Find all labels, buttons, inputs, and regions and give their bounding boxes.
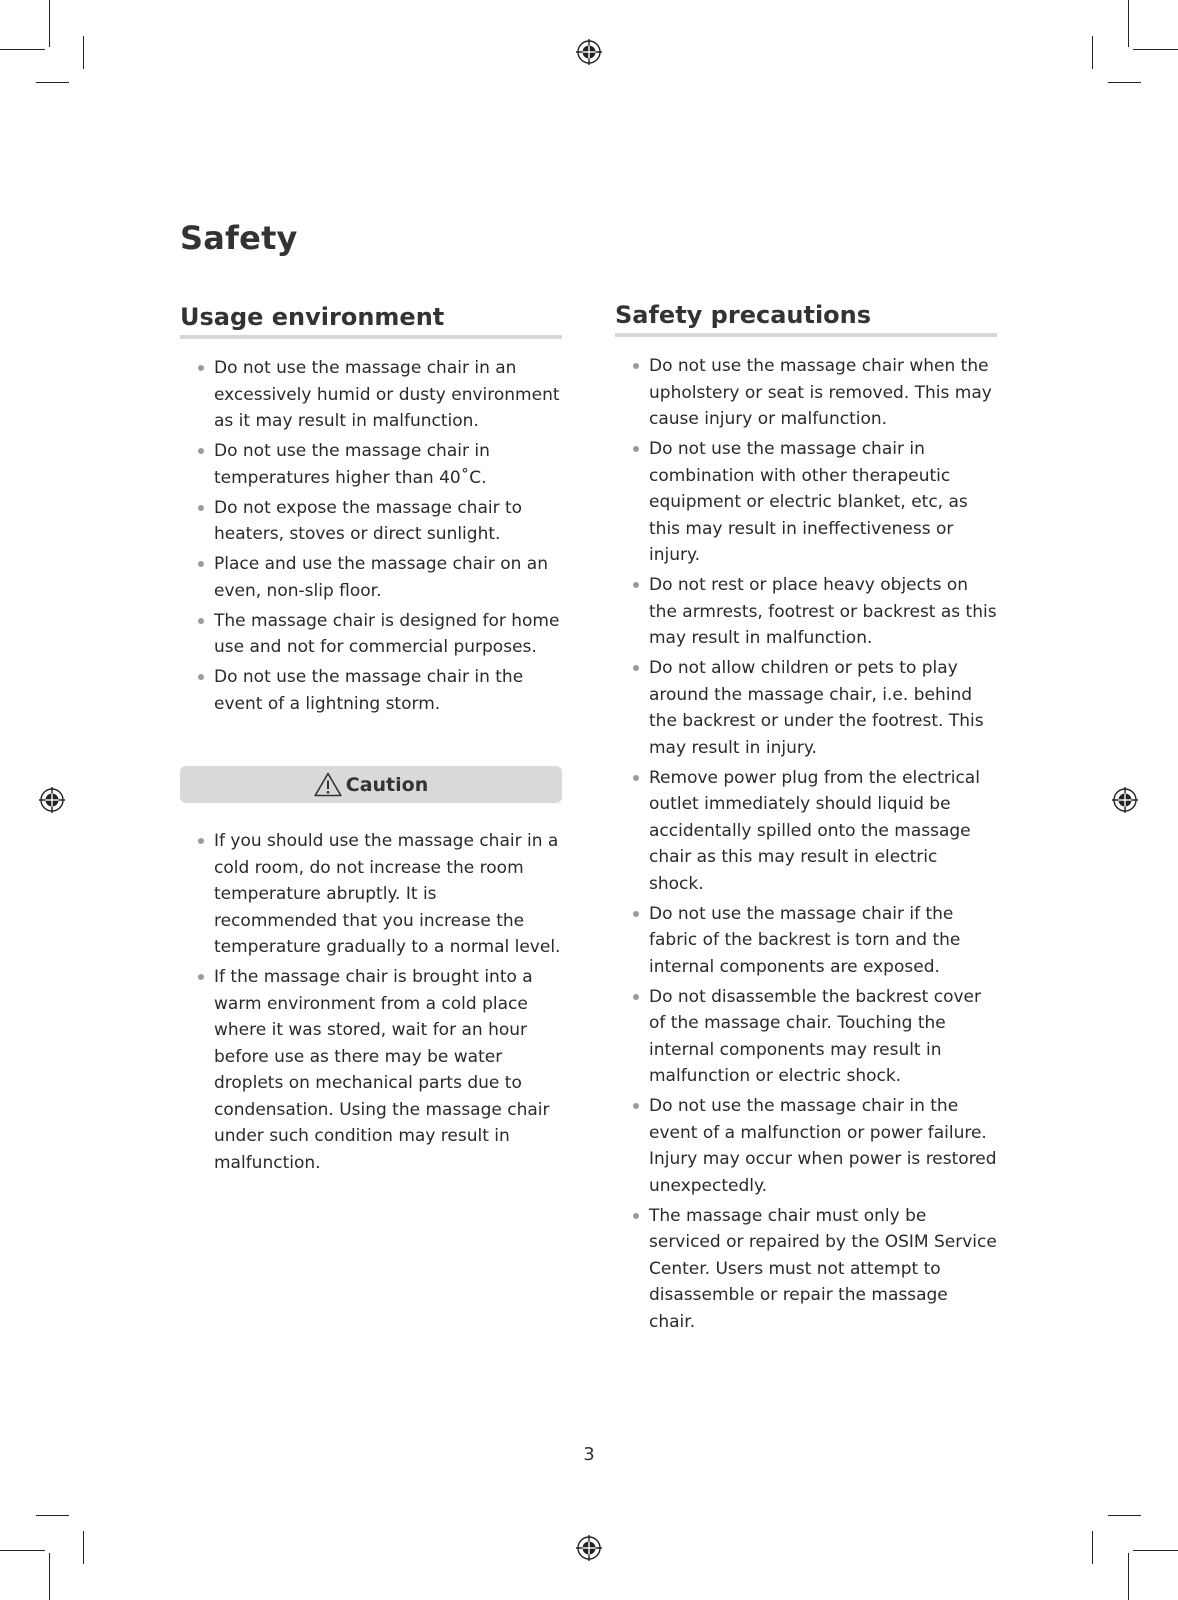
- page-number: 3: [583, 1444, 595, 1465]
- list-item: [214, 608, 562, 661]
- list-item-text: Do not allow children or pets to play around the massage chair, i.e. behind the backrest or under the footrest. This may result in injury.: [649, 658, 984, 758]
- crop-mark: [83, 36, 84, 69]
- left-column: [180, 303, 562, 1180]
- crop-mark: [1092, 1531, 1093, 1564]
- list-item-text: Do not use the massage chair in temperatures higher than 40˚C.: [214, 441, 490, 488]
- crop-mark: [1128, 0, 1129, 47]
- crop-mark: [1108, 1515, 1141, 1516]
- bullet-icon: [633, 911, 639, 917]
- bullet-icon: [198, 974, 204, 980]
- list-item-text: Do not use the massage chair in the event of a lightning storm.: [214, 667, 524, 714]
- list-item-text: Do not use the massage chair in combination with other therapeutic equipment or electric blanket, etc, as this may result in ineffectiveness or injury.: [649, 439, 968, 565]
- list-item-text: Do not rest or place heavy objects on the armrests, footrest or backrest as this may result in malfunction.: [649, 575, 997, 648]
- crop-mark: [1133, 49, 1178, 50]
- list-item: [214, 964, 562, 1176]
- bullet-icon: [198, 505, 204, 511]
- list-item-text: Do not use the massage chair in the event of a malfunction or power failure. Injury may occur when power is restored unexpectedly.: [649, 1096, 997, 1196]
- bullet-icon: [633, 775, 639, 781]
- warning-triangle-icon: [314, 772, 342, 797]
- list-item: [214, 355, 562, 435]
- list-item: [649, 353, 997, 433]
- list-item-text: If you should use the massage chair in a cold room, do not increase the room temperature abruptly. It is recommended that you increase the temperature gradually to a normal level.: [214, 831, 561, 957]
- list-item-text: Do not use the massage chair in an excessively humid or dusty environment as it may result in malfunction.: [214, 358, 560, 431]
- bullet-icon: [633, 665, 639, 671]
- right-column: [615, 301, 997, 1339]
- list-item: [649, 901, 997, 981]
- caution-list: [180, 828, 562, 1176]
- crop-mark: [1108, 82, 1141, 83]
- caution-banner: [180, 766, 562, 803]
- list-item: [214, 551, 562, 604]
- registration-mark-icon: [576, 1535, 602, 1561]
- crop-mark: [0, 1550, 45, 1551]
- list-item: [649, 436, 997, 569]
- list-item-text: Do not expose the massage chair to heaters, stoves or direct sunlight.: [214, 497, 523, 544]
- bullet-icon: [198, 365, 204, 371]
- usage-environment-list: [180, 355, 562, 717]
- page-title: Safety: [180, 219, 298, 257]
- list-item: [649, 1093, 997, 1199]
- safety-precautions-list: [615, 353, 997, 1335]
- crop-mark: [36, 1515, 69, 1516]
- list-item-text: Do not disassemble the backrest cover of the massage chair. Touching the internal components may result in malfunction or electric shock.: [649, 986, 981, 1086]
- list-item-text: The massage chair is designed for home use and not for commercial purposes.: [214, 610, 560, 657]
- list-item-text: The massage chair must only be serviced or repaired by the OSIM Service Center. Users must not attempt to disassemble or repair the massage chair.: [649, 1205, 997, 1332]
- list-item-text: Remove power plug from the electrical outlet immediately should liquid be accidentally spilled onto the massage chair as this may result in electric shock.: [649, 767, 980, 894]
- list-item: [214, 438, 562, 491]
- registration-mark-icon: [1112, 787, 1138, 813]
- list-item: [214, 495, 562, 548]
- bullet-icon: [633, 363, 639, 369]
- bullet-icon: [198, 674, 204, 680]
- list-item: [214, 664, 562, 717]
- list-item: [649, 655, 997, 761]
- bullet-icon: [633, 994, 639, 1000]
- usage-environment-heading: Usage environment: [180, 303, 562, 339]
- bullet-icon: [633, 1103, 639, 1109]
- bullet-icon: [633, 1213, 639, 1219]
- bullet-icon: [198, 448, 204, 454]
- crop-mark: [0, 49, 45, 50]
- list-item: [649, 984, 997, 1090]
- crop-mark: [49, 0, 50, 47]
- bullet-icon: [198, 838, 204, 844]
- registration-mark-icon: [39, 787, 65, 813]
- crop-mark: [49, 1553, 50, 1600]
- crop-mark: [1133, 1550, 1178, 1551]
- list-item-text: Do not use the massage chair if the fabric of the backrest is torn and the internal components are exposed.: [649, 903, 961, 977]
- list-item-text: Do not use the massage chair when the upholstery or seat is removed. This may cause injury or malfunction.: [649, 356, 992, 429]
- list-item-text: Place and use the massage chair on an even, non-slip floor.: [214, 554, 548, 601]
- bullet-icon: [198, 561, 204, 567]
- list-item: [649, 572, 997, 652]
- registration-mark-icon: [576, 39, 602, 65]
- list-item-text: If the massage chair is brought into a warm environment from a cold place where it was stored, wait for an hour before use as there may be water droplets on mechanical parts due to condensation. Using the massage chair under such condition may result in malfunction.: [214, 967, 550, 1173]
- bullet-icon: [198, 618, 204, 624]
- bullet-icon: [633, 582, 639, 588]
- crop-mark: [83, 1531, 84, 1564]
- safety-precautions-heading: Safety precautions: [615, 301, 997, 337]
- crop-mark: [1128, 1553, 1129, 1600]
- list-item: [649, 765, 997, 898]
- list-item: [649, 1203, 997, 1336]
- crop-mark: [36, 82, 69, 83]
- crop-mark: [1092, 36, 1093, 69]
- caution-label: Caution: [345, 773, 429, 796]
- list-item: [214, 828, 562, 961]
- bullet-icon: [633, 446, 639, 452]
